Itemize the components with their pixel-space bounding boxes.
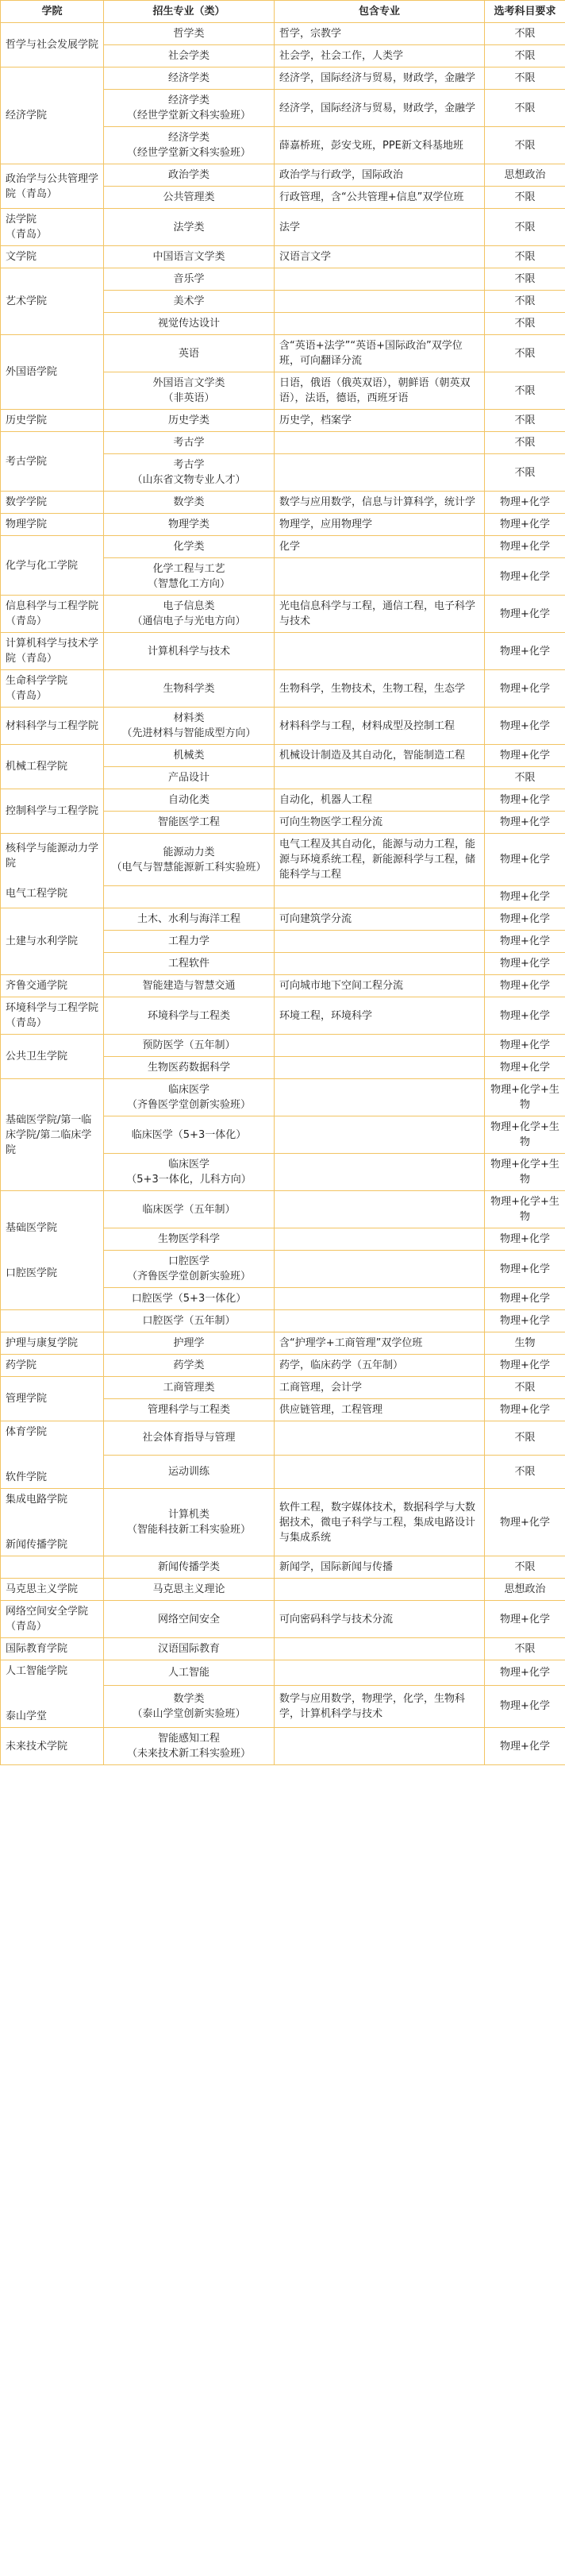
cell-subject-requirement: 物理+化学 [485,1660,565,1686]
cell-major-category: 美术学 [104,291,275,313]
cell-major-category: 智能感知工程 （未来技术新工科实验班） [104,1728,275,1765]
cell-subject-requirement: 不限 [485,335,565,372]
cell-major-category: 预防医学（五年制） [104,1035,275,1057]
table-row [1,23,565,45]
cell-included-majors [275,1251,485,1288]
cell-subject-requirement: 物理+化学 [485,1601,565,1638]
cell-college: 齐鲁交通学院 [1,975,104,997]
cell-subject-requirement: 物理+化学+生物 [485,1191,565,1228]
cell-major-category: 临床医学（5+3一体化） [104,1116,275,1154]
cell-included-majors: 光电信息科学与工程，通信工程，电子科学与技术 [275,596,485,633]
table-row [1,1728,565,1765]
cell-subject-requirement: 物理+化学 [485,1310,565,1332]
cell-subject-requirement: 物理+化学 [485,1251,565,1288]
cell-included-majors: 药学，临床药学（五年制） [275,1355,485,1377]
cell-major-category: 考古学 [104,432,275,454]
cell-included-majors: 物理学，应用物理学 [275,514,485,536]
cell-college: 机械工程学院 [1,745,104,789]
cell-college: 体育学院 软件学院 [1,1421,104,1489]
cell-subject-requirement: 物理+化学 [485,931,565,953]
cell-major-category: 社会学类 [104,45,275,67]
cell-subject-requirement: 不限 [485,246,565,268]
cell-major-category: 工程软件 [104,953,275,975]
cell-included-majors: 可向城市地下空间工程分流 [275,975,485,997]
cell-major-category: 智能医学工程 [104,812,275,834]
cell-major-category: 药学类 [104,1355,275,1377]
cell-major-category: 口腔医学（5+3一体化） [104,1288,275,1310]
cell-major-category: 环境科学与工程类 [104,997,275,1035]
cell-college: 材料科学与工程学院 [1,708,104,745]
cell-major-category: 音乐学 [104,268,275,291]
cell-included-majors: 汉语言文学 [275,246,485,268]
cell-major-category: 历史学类 [104,410,275,432]
cell-major-category: 产品设计 [104,767,275,789]
cell-subject-requirement: 物理+化学 [485,492,565,514]
cell-major-category: 视觉传达设计 [104,313,275,335]
cell-included-majors [275,1228,485,1251]
table-row [1,1377,565,1399]
cell-college: 考古学院 [1,432,104,492]
cell-college: 生命科学学院 （青岛） [1,670,104,708]
cell-major-category [104,886,275,908]
cell-college: 物理学院 [1,514,104,536]
cell-included-majors [275,1310,485,1332]
table-row [1,1638,565,1660]
cell-college: 国际教育学院 [1,1638,104,1660]
cell-subject-requirement: 物理+化学 [485,812,565,834]
cell-subject-requirement: 不限 [485,23,565,45]
cell-subject-requirement: 物理+化学+生物 [485,1079,565,1116]
table-row [1,1421,565,1456]
cell-included-majors [275,1191,485,1228]
cell-subject-requirement: 思想政治 [485,164,565,187]
cell-college: 护理与康复学院 [1,1332,104,1355]
cell-included-majors [275,1035,485,1057]
cell-major-category: 政治学类 [104,164,275,187]
cell-major-category: 生物医学科学 [104,1228,275,1251]
cell-major-category: 数学类 （泰山学堂创新实验班） [104,1685,275,1727]
cell-included-majors [275,1660,485,1686]
cell-subject-requirement: 生物 [485,1332,565,1355]
cell-major-category: 数学类 [104,492,275,514]
cell-major-category: 工商管理类 [104,1377,275,1399]
cell-subject-requirement: 物理+化学 [485,1355,565,1377]
header-college: 学院 [1,1,104,23]
cell-college: 马克思主义学院 [1,1579,104,1601]
cell-major-category: 口腔医学 （齐鲁医学堂创新实验班） [104,1251,275,1288]
cell-included-majors: 数学与应用数学，信息与计算科学，统计学 [275,492,485,514]
cell-major-category: 经济学类 （经世学堂新文科实验班） [104,127,275,164]
cell-subject-requirement: 不限 [485,67,565,90]
cell-major-category: 外国语言文学类 （非英语） [104,372,275,410]
cell-major-category: 哲学类 [104,23,275,45]
cell-college: 土建与水利学院 [1,908,104,975]
cell-included-majors [275,633,485,670]
cell-included-majors: 新闻学，国际新闻与传播 [275,1556,485,1579]
cell-included-majors [275,1116,485,1154]
cell-college: 公共卫生学院 [1,1035,104,1079]
table-row [1,164,565,187]
cell-subject-requirement: 物理+化学 [485,1228,565,1251]
cell-subject-requirement: 不限 [485,1556,565,1579]
table-row [1,1601,565,1638]
cell-included-majors: 政治学与行政学，国际政治 [275,164,485,187]
cell-included-majors: 可向建筑学分流 [275,908,485,931]
cell-subject-requirement: 不限 [485,1455,565,1489]
cell-college: 文学院 [1,246,104,268]
cell-subject-requirement: 物理+化学 [485,1685,565,1727]
cell-subject-requirement: 物理+化学+生物 [485,1154,565,1191]
cell-major-category: 工程力学 [104,931,275,953]
cell-subject-requirement: 物理+化学 [485,1035,565,1057]
cell-major-category: 管理科学与工程类 [104,1399,275,1421]
cell-subject-requirement: 不限 [485,45,565,67]
cell-major-category: 法学类 [104,209,275,246]
cell-college: 环境科学与工程学院（青岛） [1,997,104,1035]
cell-subject-requirement: 不限 [485,1638,565,1660]
cell-subject-requirement: 物理+化学 [485,975,565,997]
table-row [1,708,565,745]
table-row [1,1079,565,1116]
cell-major-category: 化学类 [104,536,275,558]
cell-included-majors: 环境工程，环境科学 [275,997,485,1035]
cell-major-category: 材料类 （先进材料与智能成型方向） [104,708,275,745]
cell-subject-requirement: 不限 [485,291,565,313]
cell-included-majors: 法学 [275,209,485,246]
cell-subject-requirement: 不限 [485,410,565,432]
cell-subject-requirement: 不限 [485,372,565,410]
cell-subject-requirement: 物理+化学 [485,708,565,745]
cell-included-majors [275,1288,485,1310]
cell-included-majors: 行政管理，含“公共管理+信息”双学位班 [275,187,485,209]
cell-subject-requirement: 物理+化学 [485,953,565,975]
cell-major-category: 汉语国际教育 [104,1638,275,1660]
cell-college: 化学与化工学院 [1,536,104,596]
table-row [1,1579,565,1601]
cell-subject-requirement: 不限 [485,1421,565,1456]
cell-included-majors [275,767,485,789]
cell-included-majors [275,432,485,454]
table-row [1,67,565,90]
cell-major-category: 护理学 [104,1332,275,1355]
cell-included-majors: 生物科学，生物技术，生物工程，生态学 [275,670,485,708]
cell-subject-requirement: 物理+化学 [485,514,565,536]
table-row [1,789,565,812]
table-row [1,536,565,558]
cell-major-category: 土木、水利与海洋工程 [104,908,275,931]
cell-included-majors [275,313,485,335]
cell-major-category: 生物医药数据科学 [104,1057,275,1079]
cell-included-majors: 材料科学与工程，材料成型及控制工程 [275,708,485,745]
table-row [1,745,565,767]
table-row [1,997,565,1035]
cell-major-category: 临床医学 （齐鲁医学堂创新实验班） [104,1079,275,1116]
cell-major-category: 运动训练 [104,1455,275,1489]
cell-included-majors: 经济学，国际经济与贸易，财政学，金融学 [275,90,485,127]
cell-subject-requirement: 物理+化学 [485,745,565,767]
cell-included-majors: 软件工程，数字媒体技术，数据科学与大数据技术，微电子科学与工程，集成电路设计与集成系统 [275,1489,485,1556]
table-row [1,596,565,633]
cell-subject-requirement: 物理+化学 [485,596,565,633]
table-row [1,209,565,246]
cell-major-category: 化学工程与工艺 （智慧化工方向） [104,558,275,596]
cell-included-majors: 含“护理学+工商管理”双学位班 [275,1332,485,1355]
cell-included-majors: 经济学，国际经济与贸易，财政学，金融学 [275,67,485,90]
cell-subject-requirement: 物理+化学 [485,558,565,596]
cell-included-majors: 机械设计制造及其自动化，智能制造工程 [275,745,485,767]
cell-subject-requirement: 物理+化学 [485,1728,565,1765]
table-row [1,1556,565,1579]
cell-included-majors: 日语，俄语（俄英双语），朝鲜语（朝英双语），法语，德语，西班牙语 [275,372,485,410]
cell-college: 药学院 [1,1355,104,1377]
cell-subject-requirement: 物理+化学 [485,886,565,908]
cell-college: 法学院 （青岛） [1,209,104,246]
cell-college: 历史学院 [1,410,104,432]
cell-included-majors: 自动化，机器人工程 [275,789,485,812]
table-row [1,514,565,536]
table-row [1,432,565,454]
cell-college: 控制科学与工程学院 [1,789,104,834]
cell-included-majors [275,1579,485,1601]
cell-included-majors [275,1455,485,1489]
header-major-category: 招生专业（类） [104,1,275,23]
header-included-majors: 包含专业 [275,1,485,23]
cell-major-category: 社会体育指导与管理 [104,1421,275,1456]
cell-included-majors: 历史学，档案学 [275,410,485,432]
cell-included-majors: 数学与应用数学，物理学，化学，生物科学，计算机科学与技术 [275,1685,485,1727]
cell-subject-requirement: 不限 [485,767,565,789]
cell-subject-requirement: 物理+化学+生物 [485,1116,565,1154]
cell-major-category: 人工智能 [104,1660,275,1686]
cell-subject-requirement: 物理+化学 [485,1288,565,1310]
cell-subject-requirement: 物理+化学 [485,789,565,812]
cell-included-majors [275,1638,485,1660]
cell-major-category: 新闻传播学类 [104,1556,275,1579]
cell-college: 艺术学院 [1,268,104,335]
cell-major-category: 考古学 （山东省文物专业人才） [104,454,275,492]
cell-college: 未来技术学院 [1,1728,104,1765]
table-row [1,1310,565,1332]
table-body [1,23,565,1765]
cell-subject-requirement: 不限 [485,209,565,246]
cell-major-category: 智能建造与智慧交通 [104,975,275,997]
table-row [1,1489,565,1556]
cell-subject-requirement: 不限 [485,432,565,454]
table-row [1,975,565,997]
cell-subject-requirement: 物理+化学 [485,670,565,708]
cell-subject-requirement: 物理+化学 [485,834,565,886]
cell-college: 基础医学院/第一临床学院/第二临床学院 [1,1079,104,1191]
cell-major-category: 马克思主义理论 [104,1579,275,1601]
cell-major-category: 经济学类 [104,67,275,90]
cell-included-majors [275,558,485,596]
cell-major-category: 网络空间安全 [104,1601,275,1638]
cell-college: 信息科学与工程学院（青岛） [1,596,104,633]
cell-college: 数学学院 [1,492,104,514]
cell-subject-requirement: 不限 [485,268,565,291]
table-row [1,410,565,432]
cell-included-majors [275,1154,485,1191]
cell-major-category: 能源动力类 （电气与智慧能源新工科实验班） [104,834,275,886]
cell-included-majors [275,953,485,975]
cell-college: 网络空间安全学院（青岛） [1,1601,104,1638]
cell-included-majors [275,1057,485,1079]
cell-included-majors: 化学 [275,536,485,558]
cell-subject-requirement: 物理+化学 [485,908,565,931]
table-row [1,246,565,268]
table-row [1,1332,565,1355]
cell-college: 人工智能学院 泰山学堂 [1,1660,104,1728]
cell-college: 基础医学院 口腔医学院 [1,1191,104,1310]
cell-subject-requirement: 不限 [485,313,565,335]
table-row [1,492,565,514]
cell-college [1,1310,104,1332]
cell-included-majors [275,931,485,953]
cell-included-majors [275,1079,485,1116]
cell-subject-requirement: 物理+化学 [485,633,565,670]
cell-major-category: 电子信息类 （通信电子与光电方向） [104,596,275,633]
cell-major-category: 临床医学 （5+3一体化，儿科方向） [104,1154,275,1191]
cell-college: 核科学与能源动力学院 电气工程学院 [1,834,104,908]
cell-college: 哲学与社会发展学院 [1,23,104,67]
cell-college [1,1556,104,1579]
cell-included-majors [275,291,485,313]
table-row [1,1035,565,1057]
cell-included-majors: 薛嘉桥班，彭安戈班，PPE新文科基地班 [275,127,485,164]
cell-included-majors [275,454,485,492]
cell-college: 经济学院 [1,67,104,164]
cell-major-category: 机械类 [104,745,275,767]
cell-included-majors: 哲学，宗教学 [275,23,485,45]
cell-subject-requirement: 不限 [485,454,565,492]
cell-subject-requirement: 物理+化学 [485,1399,565,1421]
table-row [1,633,565,670]
table-row [1,1355,565,1377]
cell-subject-requirement: 物理+化学 [485,536,565,558]
cell-subject-requirement: 不限 [485,90,565,127]
cell-major-category: 临床医学（五年制） [104,1191,275,1228]
cell-major-category: 生物科学类 [104,670,275,708]
cell-major-category: 物理学类 [104,514,275,536]
cell-subject-requirement: 物理+化学 [485,1057,565,1079]
cell-college: 管理学院 [1,1377,104,1421]
cell-major-category: 计算机类 （智能科技新工科实验班） [104,1489,275,1556]
cell-subject-requirement: 不限 [485,187,565,209]
cell-subject-requirement: 思想政治 [485,1579,565,1601]
cell-included-majors: 可向生物医学工程分流 [275,812,485,834]
table-row [1,335,565,372]
table-row [1,1660,565,1686]
cell-subject-requirement: 物理+化学 [485,1489,565,1556]
cell-included-majors: 工商管理，会计学 [275,1377,485,1399]
cell-college: 外国语学院 [1,335,104,410]
cell-major-category: 公共管理类 [104,187,275,209]
cell-major-category: 中国语言文学类 [104,246,275,268]
table-header-row [1,1,565,23]
cell-included-majors: 可向密码科学与技术分流 [275,1601,485,1638]
cell-included-majors [275,886,485,908]
table-row [1,268,565,291]
cell-included-majors: 电气工程及其自动化，能源与动力工程，能源与环境系统工程，新能源科学与工程，储能科学与工程 [275,834,485,886]
cell-major-category: 计算机科学与技术 [104,633,275,670]
table-row [1,908,565,931]
cell-included-majors [275,268,485,291]
cell-included-majors [275,1728,485,1765]
table-row [1,1191,565,1228]
cell-included-majors: 供应链管理，工程管理 [275,1399,485,1421]
cell-major-category: 英语 [104,335,275,372]
header-subject-requirement: 选考科目要求 [485,1,565,23]
cell-college: 计算机科学与技术学院（青岛） [1,633,104,670]
cell-major-category: 自动化类 [104,789,275,812]
table-row [1,834,565,886]
cell-included-majors: 含“英语+法学”“英语+国际政治”双学位班，可向翻译分流 [275,335,485,372]
cell-subject-requirement: 不限 [485,127,565,164]
cell-included-majors: 社会学，社会工作，人类学 [275,45,485,67]
cell-major-category: 口腔医学（五年制） [104,1310,275,1332]
cell-college: 政治学与公共管理学院（青岛） [1,164,104,209]
cell-college: 集成电路学院 新闻传播学院 [1,1489,104,1556]
cell-included-majors [275,1421,485,1456]
cell-subject-requirement: 物理+化学 [485,997,565,1035]
cell-subject-requirement: 不限 [485,1377,565,1399]
table-row [1,670,565,708]
cell-major-category: 经济学类 （经世学堂新文科实验班） [104,90,275,127]
